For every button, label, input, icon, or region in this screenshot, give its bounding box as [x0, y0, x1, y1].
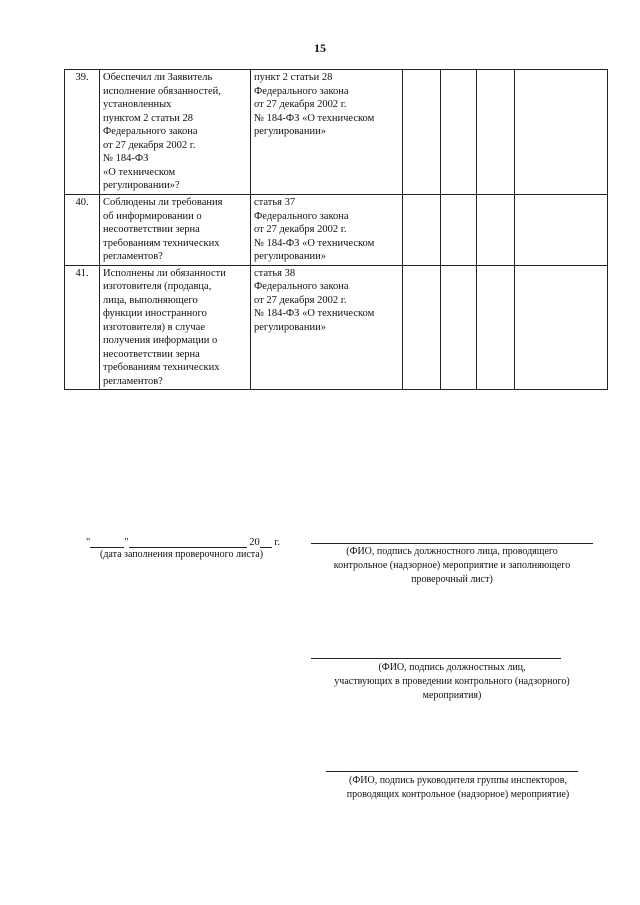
answer-cell-yes[interactable] — [403, 265, 441, 390]
answer-cell-note[interactable] — [515, 195, 608, 266]
table-row — [65, 265, 608, 390]
page-number: 15 — [314, 41, 326, 55]
participants-signature-line[interactable] — [311, 658, 561, 659]
table-row — [65, 195, 608, 266]
requirement-question: Соблюдены ли требования об информировании о несоответствии зерна требованиям технических регламентов? — [100, 195, 251, 266]
date-field[interactable] — [86, 536, 306, 548]
head-signature-caption: (ФИО, подпись руководителя группы инспекторов, проводящих контрольное (надзорное) мероприятие) — [346, 775, 570, 800]
table-row — [65, 70, 608, 195]
answer-cell-not-applicable[interactable] — [477, 265, 515, 390]
answer-cell-not-applicable[interactable] — [477, 70, 515, 195]
requirement-question: Обеспечил ли Заявитель исполнение обязанностей, установленных пунктом 2 статьи 28 Федерального закона от 27 декабря 2002 г. № 184-ФЗ «О техническом регулировании»? — [100, 70, 251, 195]
answer-cell-no[interactable] — [441, 195, 477, 266]
row-number: 39. — [65, 70, 100, 195]
date-open-quote: " — [86, 537, 91, 548]
date-year-prefix: 20 — [249, 537, 260, 548]
date-caption: (дата заполнения проверочного листа) — [100, 549, 264, 560]
answer-cell-no[interactable] — [441, 265, 477, 390]
official-signature-line[interactable] — [311, 543, 593, 544]
answer-cell-no[interactable] — [441, 70, 477, 195]
date-year-blank[interactable] — [260, 536, 272, 548]
head-signature-line[interactable] — [326, 771, 578, 772]
requirement-question: Исполнены ли обязанности изготовителя (продавца, лица, выполняющего функции иностранного изготовителя) в случае получения информации о несоответствии зерна требованиям технических регламентов? — [100, 265, 251, 390]
date-close-quote: " — [124, 537, 129, 548]
date-day-blank[interactable] — [90, 536, 124, 548]
answer-cell-not-applicable[interactable] — [477, 195, 515, 266]
date-year-suffix: г. — [274, 537, 281, 548]
row-number: 40. — [65, 195, 100, 266]
date-month-blank[interactable] — [129, 536, 247, 548]
answer-cell-note[interactable] — [515, 265, 608, 390]
legal-reference: статья 38 Федерального закона от 27 декабря 2002 г. № 184-ФЗ «О техническом регулировании» — [251, 265, 403, 390]
legal-reference: пункт 2 статьи 28 Федерального закона от 27 декабря 2002 г. № 184-ФЗ «О техническом регулировании» — [251, 70, 403, 195]
row-number: 41. — [65, 265, 100, 390]
participants-signature-caption: (ФИО, подпись должностных лиц, участвующих в проведении контрольного (надзорного) мероприятия) — [334, 662, 570, 701]
answer-cell-note[interactable] — [515, 70, 608, 195]
answer-cell-yes[interactable] — [403, 195, 441, 266]
official-signature-caption: (ФИО, подпись должностного лица, проводящего контрольное (надзорное) мероприятие и заполняющего проверочный лист) — [333, 546, 571, 585]
answer-cell-yes[interactable] — [403, 70, 441, 195]
legal-reference: статья 37 Федерального закона от 27 декабря 2002 г. № 184-ФЗ «О техническом регулировании» — [251, 195, 403, 266]
checklist-table — [64, 69, 608, 390]
